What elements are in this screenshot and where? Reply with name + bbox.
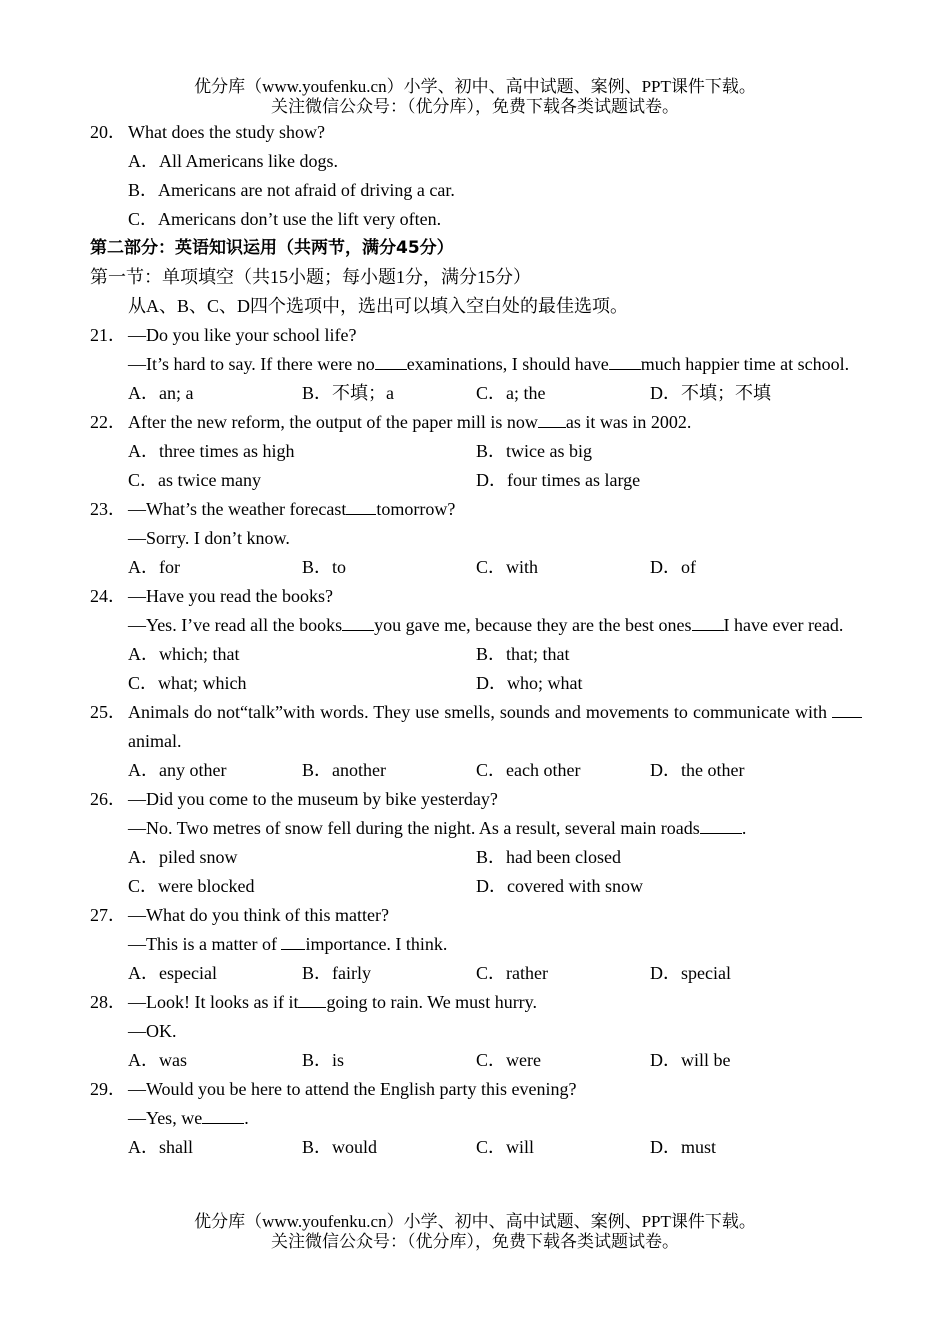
q29-reply: —Yes, we .	[90, 1104, 862, 1133]
q28-option-d: D．will be	[650, 1050, 731, 1070]
q22-option-c: C．as twice many	[128, 470, 261, 490]
q20-option-c: C．Americans don’t use the lift very often.	[128, 209, 442, 229]
part2-title: 第二部分：英语知识运用（共两节，满分45分）	[90, 238, 454, 258]
q28-option-c: C．were	[476, 1050, 541, 1070]
q24-option-b: B．that; that	[476, 644, 570, 664]
q20-option-a: A．All Americans like dogs.	[128, 151, 338, 171]
question-22: 22． After the new reform, the output of the paper mill is now as it was in 2002.	[90, 408, 862, 437]
question-23: 23． —What’s the weather forecast tomorrow?	[90, 495, 862, 524]
question-28: 28． —Look! It looks as if it going to rain. We must hurry.	[90, 988, 862, 1017]
q25-option-b: B．another	[302, 760, 386, 780]
q28-option-b: B．is	[302, 1050, 345, 1070]
q28-options	[90, 1046, 862, 1075]
blank	[375, 351, 407, 370]
page-header	[0, 77, 950, 117]
question-26: 26． —Did you come to the museum by bike yesterday?	[90, 789, 498, 809]
blank	[832, 699, 862, 718]
q26-options-row2	[90, 872, 862, 901]
q24-option-d: D．who; what	[476, 673, 583, 693]
q25-option-a: A．any other	[128, 760, 227, 780]
q27-options	[90, 959, 862, 988]
q22-option-d: D．four times as large	[476, 470, 641, 490]
q27-option-b: B．fairly	[302, 963, 371, 983]
q21-options	[90, 379, 862, 408]
q24-reply: —Yes. I’ve read all the books you gave me, because they are the best ones I have ever read.	[90, 611, 862, 640]
q21-option-a: A．an; a	[128, 383, 194, 403]
q26-option-d: D．covered with snow	[476, 876, 643, 896]
q23-option-c: C．with	[476, 557, 539, 577]
q26-reply: —No. Two metres of snow fell during the night. As a result, several main roads .	[90, 814, 862, 843]
q22-options-row2	[90, 466, 862, 495]
section1-title: 第一节：单项填空（共15小题；每小题1分，满分15分）	[90, 267, 531, 287]
question-27: 27． —What do you think of this matter?	[90, 905, 389, 925]
blank	[346, 496, 376, 515]
q21-option-b: B．不填；a	[302, 383, 394, 403]
q25-options	[90, 756, 862, 785]
q23-option-a: A．for	[128, 557, 180, 577]
header-line-2: 关注微信公众号：（优分库），免费下载各类试题试卷。	[271, 97, 679, 116]
footer-line-2: 关注微信公众号：（优分库），免费下载各类试题试卷。	[271, 1232, 679, 1251]
q23-options	[90, 553, 862, 582]
q29-options	[90, 1133, 862, 1162]
q22-options-row1	[90, 437, 862, 466]
blank	[609, 351, 641, 370]
q25-option-c: C．each other	[476, 760, 581, 780]
q21-reply: —It’s hard to say. If there were no examinations, I should have much happier time at school.	[90, 350, 862, 379]
q26-option-b: B．had been closed	[476, 847, 621, 867]
blank	[700, 815, 742, 834]
footer-line-1: 优分库（www.youfenku.cn）小学、初中、高中试题、案例、PPT课件下载。	[194, 1212, 756, 1231]
q29-option-d: D．must	[650, 1137, 717, 1157]
q24-options-row1	[90, 640, 862, 669]
q27-reply: —This is a matter of importance. I think.	[90, 930, 862, 959]
question-24: 24． —Have you read the books?	[90, 586, 333, 606]
q24-option-a: A．which; that	[128, 644, 240, 664]
q26-option-a: A．piled snow	[128, 847, 238, 867]
q28-option-a: A．was	[128, 1050, 187, 1070]
question-29: 29． —Would you be here to attend the English party this evening?	[90, 1079, 577, 1099]
q28-reply: —OK.	[128, 1021, 177, 1041]
q24-options-row2	[90, 669, 862, 698]
blank	[202, 1105, 244, 1124]
q29-option-a: A．shall	[128, 1137, 193, 1157]
q29-option-c: C．will	[476, 1137, 535, 1157]
q21-option-c: C．a; the	[476, 383, 546, 403]
q23-option-d: D．of	[650, 557, 696, 577]
question-20: 20． What does the study show?	[90, 122, 325, 142]
header-line-1: 优分库（www.youfenku.cn）小学、初中、高中试题、案例、PPT课件下载。	[194, 77, 756, 96]
q26-option-c: C．were blocked	[128, 876, 255, 896]
q27-option-a: A．especial	[128, 963, 217, 983]
q23-reply: —Sorry. I don’t know.	[128, 528, 290, 548]
blank	[281, 931, 305, 950]
blank	[298, 989, 326, 1008]
q21-option-d: D．不填；不填	[650, 383, 771, 403]
q24-option-c: C．what; which	[128, 673, 247, 693]
q20-option-b: B．Americans are not afraid of driving a car.	[128, 180, 455, 200]
question-21: 21． —Do you like your school life?	[90, 325, 357, 345]
q23-option-b: B．to	[302, 557, 347, 577]
q29-option-b: B．would	[302, 1137, 378, 1157]
q22-option-b: B．twice as big	[476, 441, 592, 461]
section1-instruction: 从A、B、C、D四个选项中，选出可以填入空白处的最佳选项。	[128, 296, 629, 316]
q22-option-a: A．three times as high	[128, 441, 295, 461]
q25-option-d: D．the other	[650, 760, 745, 780]
blank	[692, 612, 724, 631]
question-25: 25． Animals do not“talk”with words. They use smells, sounds and movements to communicate with animal.	[90, 698, 862, 756]
blank	[342, 612, 374, 631]
q27-option-d: D．special	[650, 963, 731, 983]
q26-options-row1	[90, 843, 862, 872]
blank	[538, 409, 566, 428]
page-footer	[0, 1212, 950, 1252]
q27-option-c: C．rather	[476, 963, 548, 983]
exam-content	[90, 118, 862, 1162]
